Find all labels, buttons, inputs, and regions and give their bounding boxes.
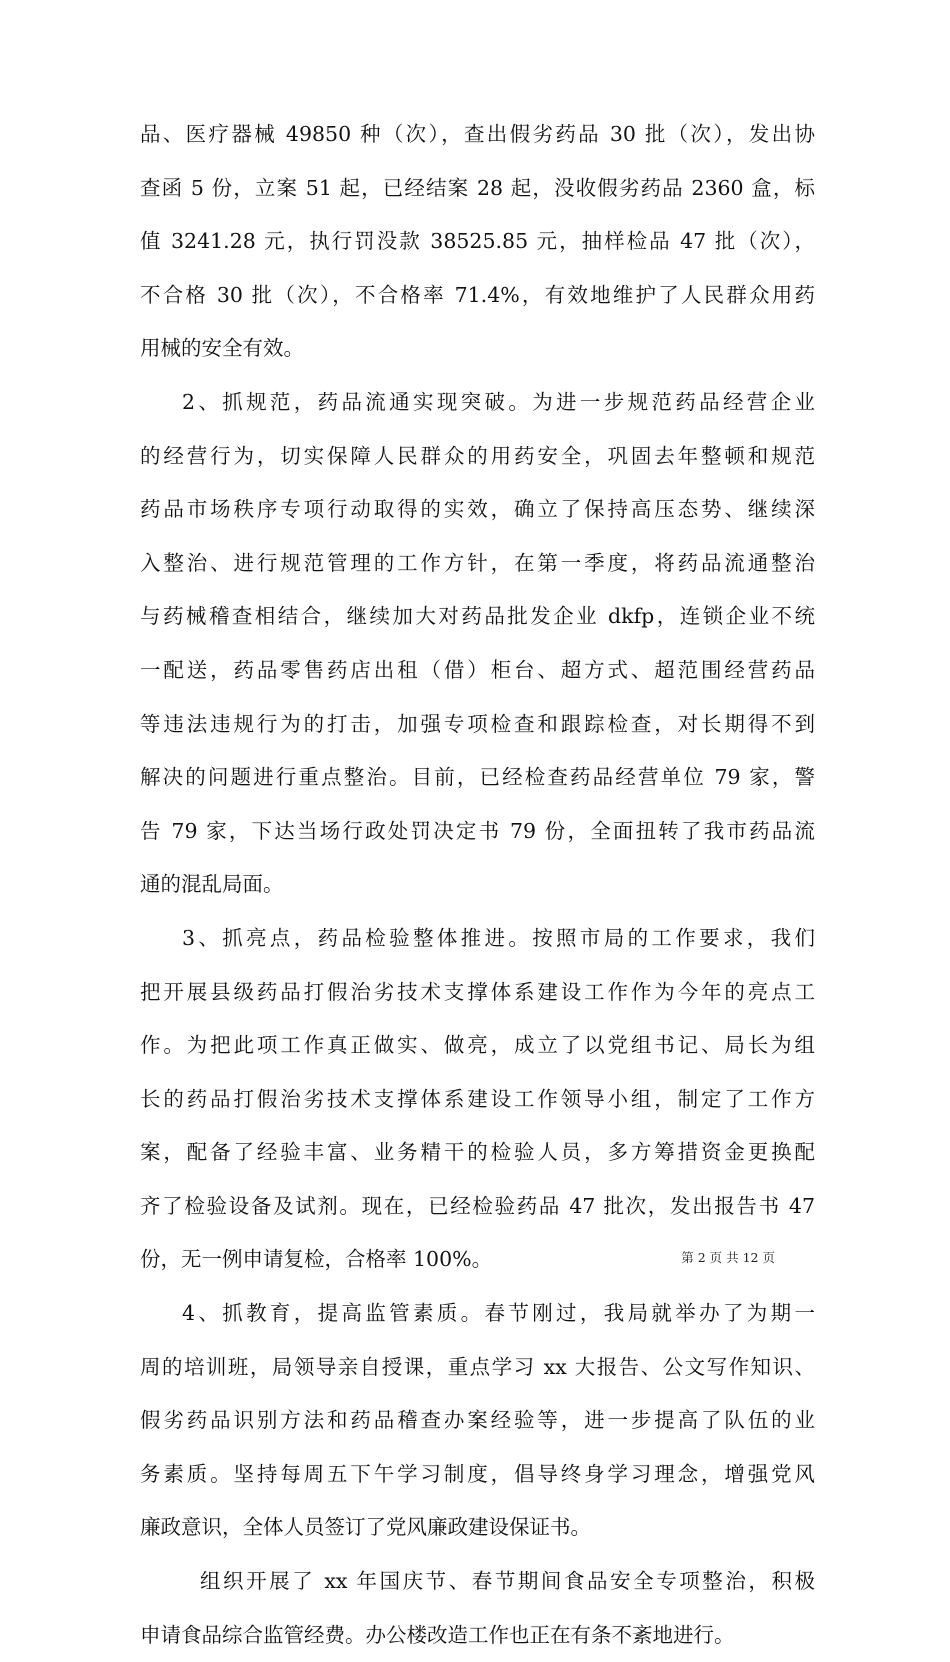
text-line: 务素质。坚持每周五下午学习制度，倡导终身学习理念，增强党风	[140, 1461, 815, 1486]
text-line: 作。为把此项工作真正做实、做亮，成立了以党组书记、局长为组	[140, 1033, 815, 1058]
text-line: 不合格 30 批（次），不合格率 71.4%，有效地维护了人民群众用药	[140, 282, 815, 307]
page-number: 第 2 页 共 12 页	[681, 1250, 775, 1265]
text-line: 廉政意识，全体人员签订了党风廉政建设保证书。	[140, 1515, 591, 1540]
text-line: 长的药品打假治劣技术支撑体系建设工作领导小组，制定了工作方	[140, 1086, 815, 1111]
text-line: 假劣药品识别方法和药品稽查办案经验等，进一步提高了队伍的业	[140, 1408, 815, 1433]
text-line: 周的培训班，局领导亲自授课，重点学习 xx 大报告、公文写作知识、	[140, 1354, 815, 1379]
text-line: 解决的问题进行重点整治。目前，已经检查药品经营单位 79 家，警	[140, 765, 815, 790]
text-line: 一配送，药品零售药店出租（借）柜台、超方式、超范围经营药品	[140, 657, 815, 682]
page-footer	[0, 1248, 950, 1266]
text-line: 4、抓教育，提高监管素质。春节刚过，我局就举办了为期一	[182, 1301, 815, 1326]
text-line: 组织开展了 xx 年国庆节、春节期间食品安全专项整治，积极	[200, 1569, 815, 1594]
text-line: 用械的安全有效。	[140, 336, 304, 361]
text-line: 药品市场秩序专项行动取得的实效，确立了保持高压态势、继续深	[140, 497, 815, 522]
text-line: 入整治、进行规范管理的工作方针，在第一季度，将药品流通整治	[140, 550, 815, 575]
text-line: 通的混乱局面。	[140, 872, 284, 897]
text-line: 案，配备了经验丰富、业务精干的检验人员，多方筹措资金更换配	[140, 1140, 815, 1165]
text-line: 等违法违规行为的打击，加强专项检查和跟踪检查，对长期得不到	[140, 711, 815, 736]
text-line: 把开展县级药品打假治劣技术支撑体系建设工作作为今年的亮点工	[140, 979, 815, 1004]
text-line: 值 3241.28 元，执行罚没款 38525.85 元，抽样检品 47 批（次），	[140, 229, 815, 254]
text-line: 申请食品综合监管经费。办公楼改造工作也正在有条不紊地进行。	[140, 1622, 735, 1647]
text-line: 告 79 家，下达当场行政处罚决定书 79 份，全面扭转了我市药品流	[140, 818, 815, 843]
text-line: 查函 5 份，立案 51 起，已经结案 28 起，没收假劣药品 2360 盒，标	[140, 175, 815, 200]
text-line: 份，无一例申请复检，合格率 100%。	[140, 1247, 493, 1272]
text-line: 与药械稽查相结合，继续加大对药品批发企业 dkfp，连锁企业不统	[140, 604, 815, 629]
document-body	[140, 108, 815, 1662]
text-line: 的经营行为，切实保障人民群众的用药安全，巩固去年整顿和规范	[140, 443, 815, 468]
text-line: 品、医疗器械 49850 种（次），查出假劣药品 30 批（次），发出协	[140, 122, 815, 146]
text-line: 3、抓亮点，药品检验整体推进。按照市局的工作要求，我们	[182, 925, 815, 950]
text-line: 2、抓规范，药品流通实现突破。为进一步规范药品经营企业	[182, 389, 815, 414]
text-line: 齐了检验设备及试剂。现在，已经检验药品 47 批次，发出报告书 47	[140, 1193, 815, 1218]
